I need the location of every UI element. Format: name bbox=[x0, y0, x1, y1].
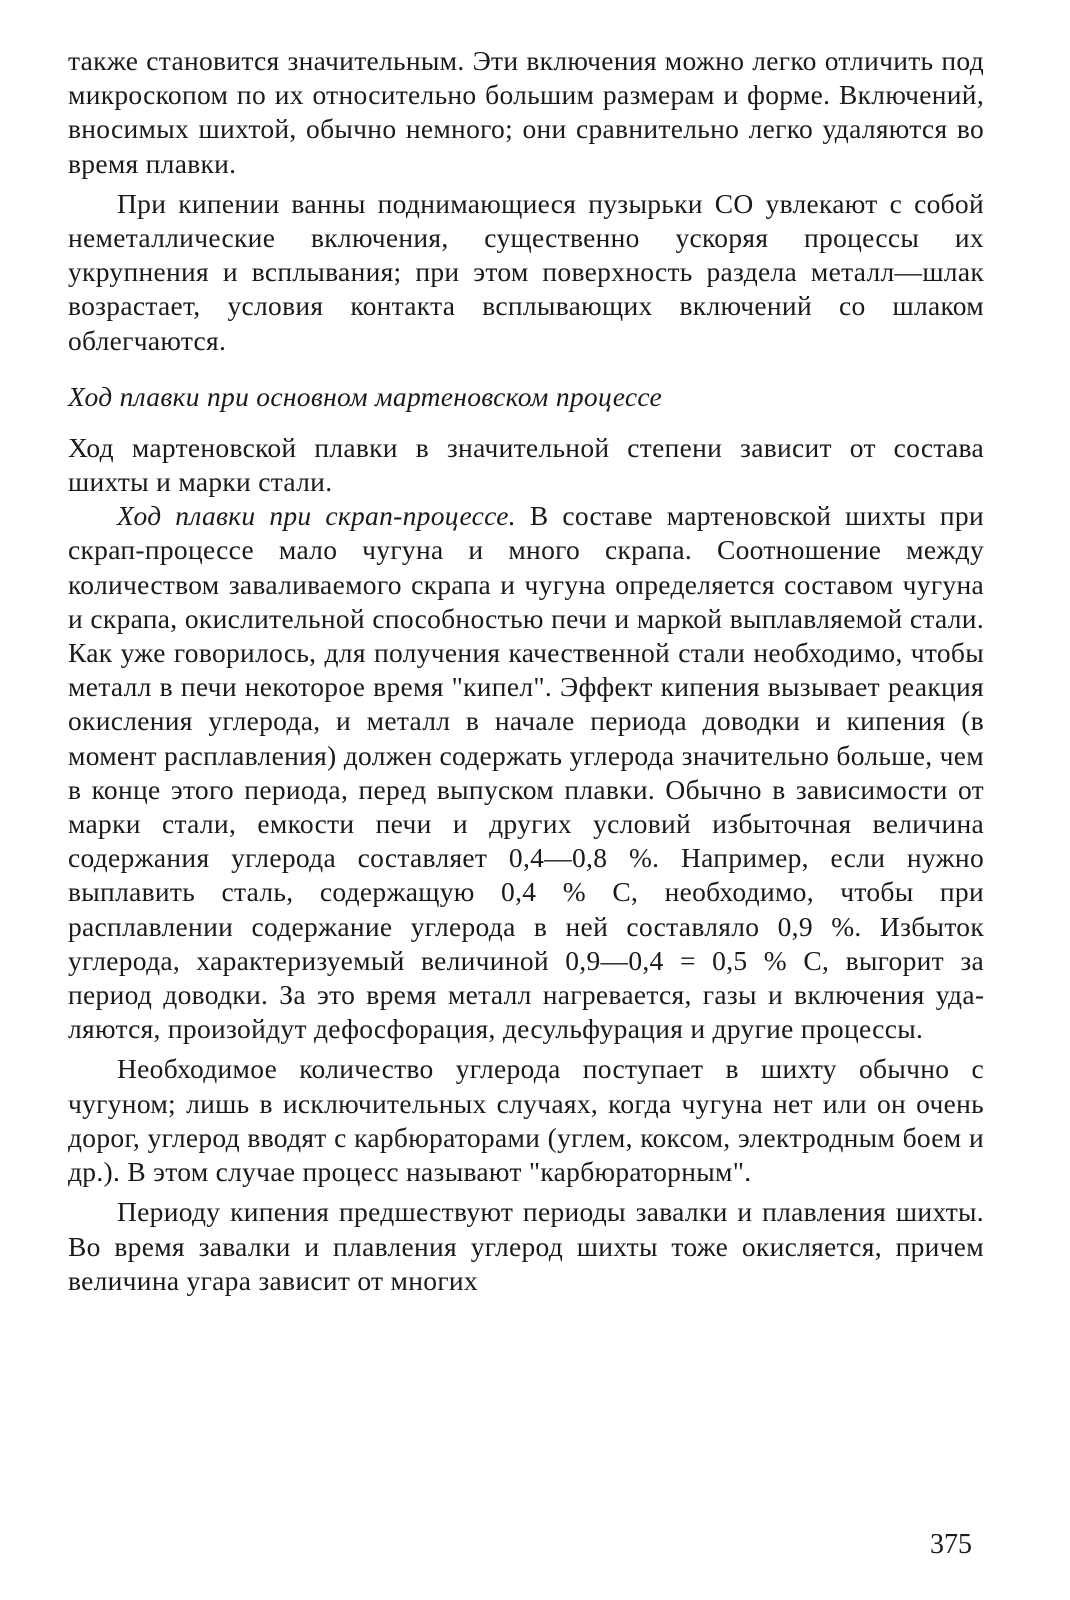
page-body bbox=[68, 44, 984, 1298]
paragraph-3: Ход мартеновской плавки в значительной степени зависит от состава шихты и марки стали. bbox=[68, 431, 984, 498]
paragraph-4-body: В составе мартеновской шихты при скрап-процессе мало чугуна и много скрапа. Соотношение между количеством заваливаемого скрапа и чугуна определяется составом чугуна и скрапа, окислительной способностью печи и маркой выплавляемой стали. Как уже говорилось, для получения качественной стали необходимо, чтобы металл в печи некоторое время "кипел". Эффект кипения вызывает реакция окисления углерода, и металл в начале периода доводки и кипения (в момент расплавления) должен содержать углерода значительно больше, чем в конце этого периода, перед выпуском плавки. Обычно в зависимости от марки стали, емкости печи и других условий избыточная величина содержания углерода составляет 0,4—0,8 %. Например, если нужно выплавить сталь, содержащую 0,4 % С, необходимо, чтобы при расплавлении содержание углерода в ней составляло 0,9 %. Избыток углерода, характеризуемый величиной 0,9—0,4 = 0,5 % С, выгорит за период доводки. За это время металл нагревается, газы и включения удаляются, произойдут дефосфорация, десульфурация и другие процессы. bbox=[68, 500, 984, 1045]
paragraph-4-lead: Ход плавки при скрап-процессе. bbox=[117, 500, 516, 532]
paragraph-5: Необходимое количество углерода поступает в шихту обычно с чугуном; лишь в исключительных случаях, когда чугуна нет или он очень дорог, углерод вводят с карбюраторами (углем, коксом, электродным боем и др.). В этом случае процесс называют "карбюраторным". bbox=[68, 1053, 984, 1188]
paragraph-6: Периоду кипения предшествуют периоды завалки и плавления шихты. Во время завалки и плавления углерод шихты тоже окисляется, причем величина угара зависит от многих bbox=[68, 1196, 984, 1296]
paragraph-4 bbox=[68, 499, 984, 1046]
section-heading: Ход плавки при основном мартеновском процессе bbox=[68, 380, 663, 412]
paragraph-2: При кипении ванны поднимающиеся пузырьки СО увлекают с собой неметаллические включения, существенно ускоряя процессы их укрупнения и всплывания; при этом поверхность раздела металл—шлак возрастает, условия контакта всплывающих включений со шлаком облегчаются. bbox=[68, 187, 984, 356]
paragraph-1: также становится значительным. Эти включения можно легко отличить под микроскопом по их относительно большим размерам и форме. Включений, вносимых шихтой, обычно немного; они сравнительно легко удаляются во время плавки. bbox=[68, 45, 984, 179]
page-number: 375 bbox=[930, 1529, 972, 1560]
